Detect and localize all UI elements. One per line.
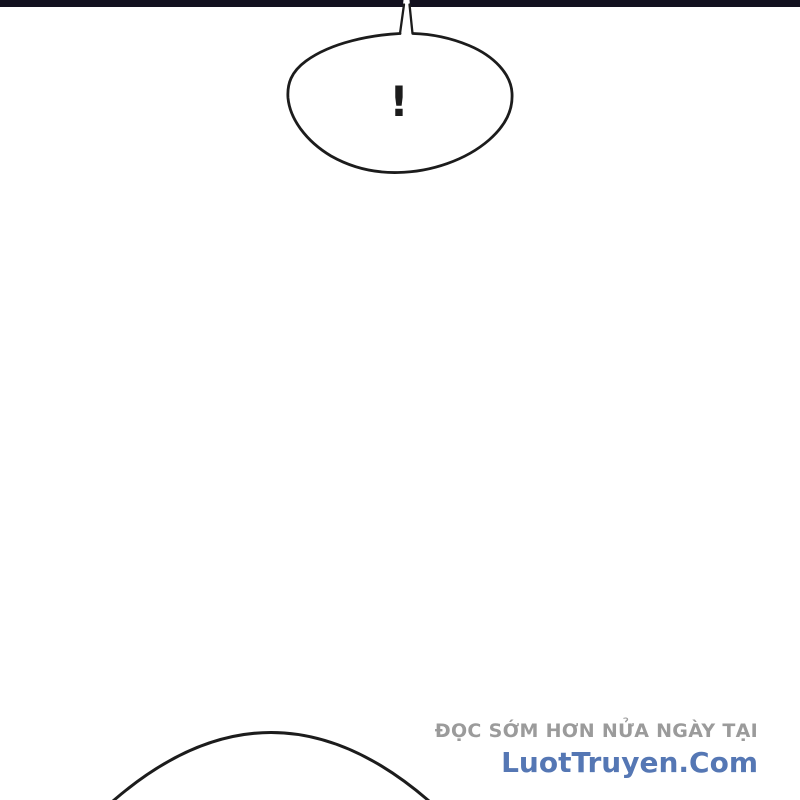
speech-bubble-text: !: [389, 76, 409, 126]
watermark: [435, 718, 758, 778]
partial-bubble-arc: [113, 733, 429, 800]
watermark-site-name: LuotTruyen.Com: [501, 746, 758, 779]
previous-panel-bottom-bar: [0, 0, 800, 7]
watermark-tagline: ĐỌC SỚM HƠN NỬA NGÀY TẠI: [434, 720, 758, 742]
